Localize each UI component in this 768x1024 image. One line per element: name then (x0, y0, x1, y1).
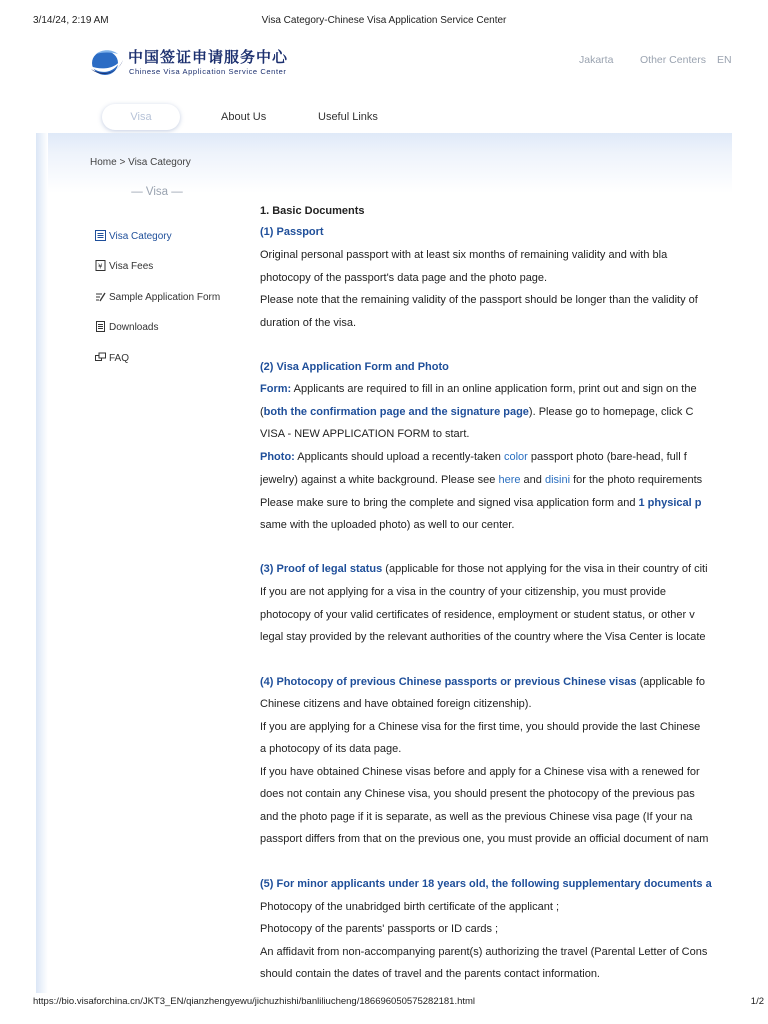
sidebar-item-visa-fees[interactable] (95, 260, 153, 272)
main-content (260, 204, 733, 989)
list-icon (95, 230, 106, 241)
main-nav (0, 104, 768, 132)
form-text-3: VISA - NEW APPLICATION FORM to start. (260, 428, 470, 440)
form-text: Applicants are required to fill in an online application form, print out and sign on the (291, 383, 697, 395)
photo-text-4: same with the uploaded photo) as well to our center. (260, 519, 515, 531)
logo-cn-text: 中国签证申请服务中心 (128, 48, 289, 66)
heading-minor-applicants: (5) For minor applicants under 18 years old, the following supplementary documents a (260, 878, 712, 890)
passport-text-2: photocopy of the passport's data page and the photo page. (260, 272, 548, 284)
legal-text-1: If you are not applying for a visa in the country of your citizenship, you must provide (260, 586, 666, 598)
photo-text: Please make sure to bring the complete and signed visa application form and (260, 497, 639, 509)
passport-text-1: Original personal passport with at least six months of remaining validity and with bla (260, 249, 668, 261)
language-selector[interactable]: EN (717, 54, 732, 66)
photo-text: and (520, 474, 545, 486)
previous-text-3: a photocopy of its data page. (260, 743, 402, 755)
nav-visa[interactable]: Visa (102, 104, 180, 130)
photo-text: jewelry) against a white background. Please see (260, 474, 499, 486)
site-logo[interactable] (88, 42, 288, 82)
pen-form-icon (95, 291, 106, 302)
heading-note: (applicable fo (636, 676, 706, 688)
photo-label: Photo: (260, 451, 295, 463)
minor-text-2: Photocopy of the parents' passports or ID cards ; (260, 923, 499, 935)
sidebar-item-visa-category[interactable] (95, 230, 172, 242)
previous-text-1: Chinese citizens and have obtained foreign citizenship). (260, 698, 532, 710)
print-url: https://bio.visaforchina.cn/JKT3_EN/qianzhengyewu/jichuzhishi/banliliucheng/186696050575282181.html (33, 996, 476, 1007)
svg-text:¥: ¥ (98, 262, 103, 271)
downloads-icon (95, 321, 106, 332)
sidebar-item-faq[interactable] (95, 352, 129, 364)
photo-requirements-link-here[interactable]: here (498, 474, 521, 486)
form-text-2 (260, 405, 693, 419)
form-text-1 (260, 382, 697, 396)
passport-text-3: Please note that the remaining validity of the passport should be longer than the validity of (260, 294, 698, 306)
globe-logo-icon (88, 46, 124, 78)
legal-text-2: photocopy of your valid certificates of residence, employment or student status, or other v (260, 609, 695, 621)
sidebar-item-label: Visa Category (109, 231, 172, 242)
minor-text-4: should contain the dates of travel and the parents contact information. (260, 968, 600, 980)
form-text: ). Please go to homepage, click C (528, 406, 694, 418)
photo-emphasis: 1 physical p (638, 497, 702, 509)
print-title: Visa Category-Chinese Visa Application Service Center (261, 15, 507, 26)
photo-text: Applicants should upload a recently-taken (294, 451, 504, 463)
sidebar-title (0, 186, 314, 198)
previous-text-2: If you are applying for a Chinese visa for the first time, you should provide the last Chinese (260, 721, 701, 733)
photo-text: for the photo requirements (570, 474, 703, 486)
breadcrumb-current[interactable]: Visa Category (128, 157, 191, 168)
photo-color-emphasis: color (503, 451, 528, 463)
sidebar-item-sample-form[interactable] (95, 291, 220, 303)
photo-text: passport photo (bare-head, full f (527, 451, 687, 463)
sidebar-title-text: — Visa — (131, 186, 183, 198)
logo-en-text: Chinese Visa Application Service Center (129, 67, 287, 76)
form-text: ( (260, 406, 264, 418)
heading-application-form-photo: (2) Visa Application Form and Photo (260, 361, 449, 373)
fee-document-icon (95, 260, 106, 271)
nav-about-us[interactable]: About Us (221, 111, 267, 123)
sidebar-item-label: Downloads (109, 322, 159, 333)
section-heading-basic-documents: 1. Basic Documents (260, 205, 365, 217)
sidebar-item-label: Visa Fees (109, 261, 154, 272)
heading-text: (4) Photocopy of previous Chinese passports or previous Chinese visas (260, 676, 637, 688)
breadcrumb-home[interactable]: Home (90, 157, 117, 168)
legal-text-3: legal stay provided by the relevant authorities of the country where the Visa Center is locate (260, 631, 706, 643)
heading-proof-legal-status (260, 562, 708, 576)
location-link[interactable]: Jakarta (579, 54, 614, 66)
photo-text-1 (260, 450, 687, 464)
other-centers-link[interactable]: Other Centers (640, 54, 706, 66)
form-emphasis: both the confirmation page and the signature page (263, 406, 529, 418)
faq-chat-icon (95, 352, 106, 363)
heading-previous-chinese-passports (260, 675, 705, 689)
breadcrumb (90, 157, 191, 168)
heading-passport: (1) Passport (260, 226, 324, 238)
sidebar-item-label: Sample Application Form (109, 292, 221, 303)
heading-text: (3) Proof of legal status (260, 563, 383, 575)
form-label: Form: (260, 383, 292, 395)
minor-text-3: An affidavit from non-accompanying parent(s) authorizing the travel (Parental Letter of Cons (260, 946, 708, 958)
photo-text-2 (260, 473, 702, 487)
nav-useful-links[interactable]: Useful Links (318, 111, 378, 123)
previous-text-7: passport differs from that on the previous one, you must provide an official document of nam (260, 833, 709, 845)
print-page-number: 1/2 (750, 996, 764, 1007)
passport-text-4: duration of the visa. (260, 317, 357, 329)
previous-text-5: does not contain any Chinese visa, you should present the photocopy of the previous pas (260, 788, 695, 800)
photo-text-3 (260, 496, 701, 510)
sidebar-item-label: FAQ (109, 353, 130, 364)
heading-note: (applicable for those not applying for the visa in their country of citi (382, 563, 708, 575)
photo-requirements-link-disini[interactable]: disini (544, 474, 571, 486)
previous-text-4: If you have obtained Chinese visas before and apply for a Chinese visa with a renewed for (260, 766, 700, 778)
print-datetime: 3/14/24, 2:19 AM (33, 15, 109, 26)
breadcrumb-separator: > (119, 157, 126, 168)
previous-text-6: and the photo page if it is separate, as well as the previous Chinese visa page (If your na (260, 811, 693, 823)
content-edge-shadow (36, 133, 48, 993)
minor-text-1: Photocopy of the unabridged birth certificate of the applicant ; (260, 901, 560, 913)
sidebar-item-downloads[interactable] (95, 321, 158, 333)
